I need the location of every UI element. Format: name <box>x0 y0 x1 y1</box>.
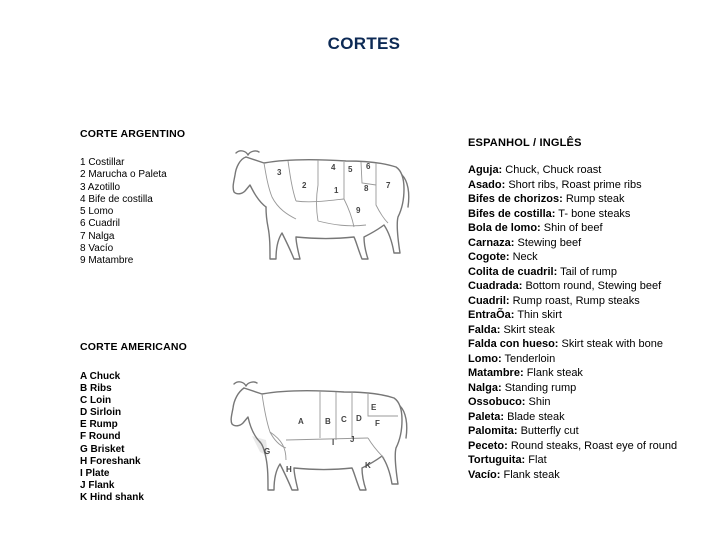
list-item <box>468 352 677 367</box>
list-item: C Loin <box>80 395 112 407</box>
term: Cogote: <box>468 251 510 263</box>
translations-list <box>468 163 677 482</box>
term: Matambre: <box>468 367 524 379</box>
meaning: Flank steak <box>503 468 560 481</box>
list-item <box>468 265 677 280</box>
term: Peceto: <box>468 439 508 452</box>
cow-head <box>233 157 266 207</box>
list-item: J Flank <box>80 479 115 491</box>
cow-head <box>231 388 260 442</box>
meaning: Bottom round, Stewing beef <box>525 280 662 292</box>
cut-label-G: G <box>264 447 271 456</box>
meaning: Stewing beef <box>517 236 582 249</box>
cut-label-F: F <box>375 419 380 428</box>
list-item <box>468 366 677 381</box>
term: Nalga: <box>468 381 502 394</box>
list-item: A Chuck <box>80 371 121 382</box>
cut-label-9: 9 <box>356 206 361 215</box>
list-item <box>468 410 677 425</box>
meaning: Shin <box>528 396 551 408</box>
cut-label-A: A <box>298 417 304 426</box>
meaning: Rump roast, Rump steaks <box>512 294 640 307</box>
list-item: D Sirloin <box>80 407 122 419</box>
meaning: Butterfly cut <box>520 425 579 437</box>
cut-label-H: H <box>286 465 292 474</box>
list-item: 9 Matambre <box>80 255 134 267</box>
meaning: Flank steak <box>526 367 583 379</box>
meaning: Tail of rump <box>560 265 617 278</box>
list-item <box>468 294 677 309</box>
term: Carnaza: <box>468 236 515 249</box>
list-item <box>468 395 677 410</box>
meaning: Shin of beef <box>543 222 603 234</box>
cut-label-J: J <box>350 435 355 444</box>
cut-label-6: 6 <box>366 162 371 171</box>
list-item: 8 Vacío <box>80 243 114 255</box>
list-item: 5 Lomo <box>80 206 114 218</box>
meaning: Skirt steak <box>503 323 555 336</box>
list-item: G Brisket <box>80 443 125 455</box>
list-item: I Plate <box>80 467 110 479</box>
term: Cuadrada: <box>468 280 523 292</box>
cut-label-5: 5 <box>348 165 353 174</box>
list-item: 1 Costillar <box>80 157 125 168</box>
cut-label-8: 8 <box>364 184 369 193</box>
list-item <box>468 163 677 178</box>
cut-label-K: K <box>365 461 371 470</box>
list-item <box>468 221 677 236</box>
term: Tortuguita: <box>468 454 526 466</box>
list-item <box>468 236 677 251</box>
term: Falda: <box>468 323 501 336</box>
page-title: CORTES <box>327 34 401 53</box>
term: Lomo: <box>468 352 502 365</box>
cow-horns <box>236 151 259 155</box>
cut-label-3: 3 <box>277 168 282 177</box>
list-item <box>468 250 677 265</box>
term: EntraÕa: <box>468 309 515 321</box>
term: Bifes de costilla: <box>468 207 556 220</box>
list-item <box>468 207 677 222</box>
term: Cuadril: <box>468 294 510 307</box>
list-item: 6 Cuadril <box>80 218 121 230</box>
term: Falda con hueso: <box>468 338 559 350</box>
list-item <box>468 424 677 439</box>
list-item <box>468 323 677 338</box>
list-item <box>468 468 677 483</box>
list-item: 2 Marucha o Paleta <box>80 169 167 181</box>
term: Bola de lomo: <box>468 222 541 234</box>
meaning: Neck <box>512 251 538 263</box>
cut-label-B: B <box>325 417 331 426</box>
cow-body <box>246 157 404 259</box>
list-item: B Ribs <box>80 383 112 395</box>
list-item <box>468 337 677 352</box>
cut-label-4: 4 <box>331 163 336 172</box>
term: Palomita: <box>468 425 518 437</box>
term: Bifes de chorizos: <box>468 193 563 205</box>
cut-label-1: 1 <box>334 186 339 195</box>
list-item: 4 Bife de costilla <box>80 193 153 205</box>
list-item: F Round <box>80 431 121 443</box>
meaning: Short ribs, Roast prime ribs <box>508 178 642 191</box>
list-item <box>468 308 677 323</box>
list-item: H Foreshank <box>80 455 141 467</box>
argentine-cuts-list <box>80 157 167 268</box>
list-item: K Hind shank <box>80 491 144 503</box>
meaning: Rump steak <box>565 193 625 205</box>
list-item <box>468 192 677 207</box>
cut-label-I: I <box>332 438 335 447</box>
meaning: Skirt steak with bone <box>561 338 664 350</box>
list-item <box>468 178 677 193</box>
cut-label-2: 2 <box>302 181 307 190</box>
list-item <box>468 279 677 294</box>
list-item <box>468 453 677 468</box>
meaning: Standing rump <box>504 381 577 394</box>
meaning: Flat <box>528 454 547 466</box>
term: Paleta: <box>468 410 505 423</box>
meaning: Chuck, Chuck roast <box>505 164 602 176</box>
argentine-cuts-cow-diagram <box>226 145 416 270</box>
translations-heading: ESPANHOL / INGLÊS <box>468 137 582 149</box>
term: Aguja: <box>468 164 503 176</box>
cut-label-C: C <box>341 415 347 424</box>
cow-horns <box>234 382 257 386</box>
meaning: T- bone steaks <box>558 207 631 220</box>
term: Vacío: <box>468 468 501 481</box>
american-cuts-cow-diagram <box>222 376 418 502</box>
meaning: Round steaks, Roast eye of round <box>510 439 678 452</box>
list-item: 7 Nalga <box>80 230 115 242</box>
term: Ossobuco: <box>468 396 526 408</box>
meaning: Thin skirt <box>517 309 562 321</box>
cut-label-7: 7 <box>386 181 391 190</box>
list-item: 3 Azotillo <box>80 181 121 193</box>
meaning: Blade steak <box>507 410 565 423</box>
cut-label-E: E <box>371 403 377 412</box>
meaning: Tenderloin <box>504 352 556 365</box>
american-cuts-heading: CORTE AMERICANO <box>80 341 188 353</box>
cut-label-D: D <box>356 414 362 423</box>
term: Asado: <box>468 178 506 191</box>
list-item <box>468 439 677 454</box>
list-item: E Rump <box>80 419 118 431</box>
list-item <box>468 381 677 396</box>
term: Colita de cuadril: <box>468 265 558 278</box>
american-cuts-list <box>80 371 144 504</box>
argentine-cuts-heading: CORTE ARGENTINO <box>80 128 186 140</box>
